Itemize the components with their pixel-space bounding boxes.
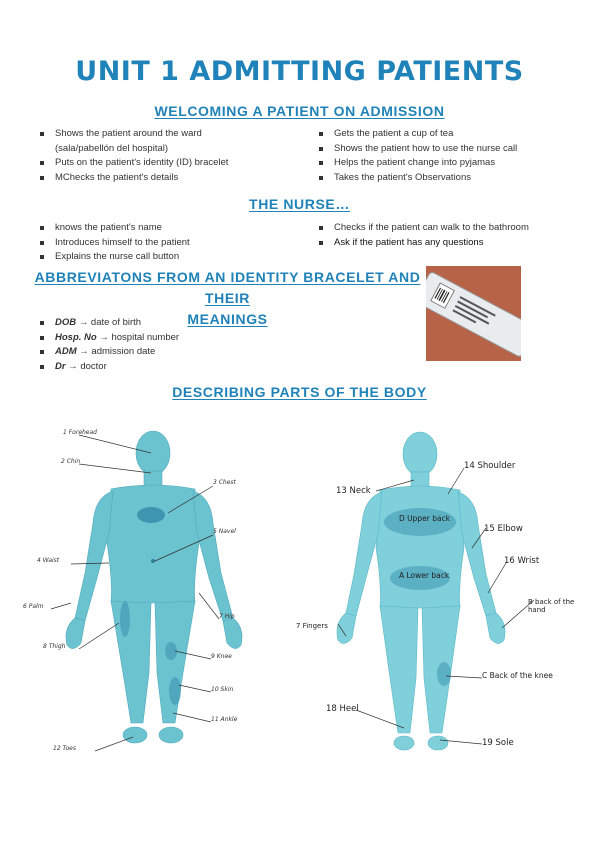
page-title: UNIT 1 ADMITTING PATIENTS bbox=[75, 56, 524, 87]
label-sole: 19 Sole bbox=[482, 738, 514, 748]
abbreviation-item: Hosp. No → hospital number bbox=[37, 331, 287, 346]
body-heading: DESCRIBING PARTS OF THE BODY bbox=[172, 384, 427, 400]
list-item: Helps the patient change into pyjamas bbox=[316, 156, 586, 171]
list-item: MChecks the patient's details bbox=[37, 171, 297, 186]
welcoming-right-list bbox=[316, 127, 586, 185]
abbreviation-item: Dr → doctor bbox=[37, 360, 287, 375]
label-thigh: 8 Thigh bbox=[43, 643, 66, 650]
label-toes: 12 Toes bbox=[53, 745, 76, 752]
label-palm: 6 Palm bbox=[23, 603, 44, 610]
id-bracelet-photo bbox=[426, 266, 521, 361]
label-back-of-knee: C Back of the knee bbox=[482, 671, 553, 680]
label-waist: 4 Waist bbox=[37, 557, 60, 564]
label-lower-back: A Lower back bbox=[399, 571, 450, 580]
list-item: Checks if the patient can walk to the bathroom bbox=[316, 221, 591, 236]
list-item: Explains the nurse call button bbox=[37, 250, 297, 265]
list-item: Shows the patient how to use the nurse call bbox=[316, 142, 586, 157]
abbreviations-heading-line1: ABBREVIATONS FROM AN IDENTITY BRACELET AND THEIR bbox=[34, 269, 421, 306]
label-neck: 13 Neck bbox=[336, 486, 371, 496]
abbreviation-item: DOB → date of birth bbox=[37, 316, 287, 331]
abbreviations-list bbox=[37, 316, 287, 374]
list-item: Ask if the patient has any questions bbox=[316, 236, 591, 251]
label-navel: 5 Navel bbox=[213, 528, 236, 535]
label-heel: 18 Heel bbox=[326, 704, 359, 714]
front-body-diagram bbox=[23, 423, 293, 758]
list-item: (sala/pabellón del hospital) bbox=[55, 142, 169, 154]
welcoming-left-list bbox=[37, 127, 297, 185]
list-item: Shows the patient around the ward bbox=[37, 127, 297, 142]
label-chin: 2 Chin bbox=[61, 458, 81, 465]
label-shoulder: 14 Shoulder bbox=[464, 461, 516, 471]
label-back-of-hand: B back of the hand bbox=[528, 598, 575, 614]
nurse-left-list bbox=[37, 221, 297, 265]
label-forehead: 1 Forehead bbox=[63, 429, 97, 436]
abbreviation-item: ADM → admission date bbox=[37, 345, 287, 360]
label-fingers: 7 Fingers bbox=[296, 622, 328, 630]
back-body-diagram bbox=[296, 428, 582, 758]
label-wrist: 16 Wrist bbox=[504, 556, 540, 566]
label-elbow: 15 Elbow bbox=[484, 524, 523, 534]
list-item: Introduces himself to the patient bbox=[37, 236, 297, 251]
list-item: Gets the patient a cup of tea bbox=[316, 127, 586, 142]
list-item: Takes the patient's Observations bbox=[316, 171, 586, 186]
abbreviations-heading-line2: MEANINGS bbox=[187, 311, 268, 327]
label-knee: 9 Knee bbox=[211, 653, 232, 660]
label-chest: 3 Chest bbox=[213, 479, 236, 486]
label-hip: 7 Hip bbox=[219, 613, 235, 620]
label-skin: 10 Skin bbox=[211, 686, 234, 693]
nurse-heading: THE NURSE… bbox=[249, 196, 350, 212]
label-upper-back: D Upper back bbox=[399, 514, 451, 523]
label-ankle: 11 Ankle bbox=[211, 716, 238, 723]
nurse-right-list bbox=[316, 221, 591, 250]
welcoming-heading: WELCOMING A PATIENT ON ADMISSION bbox=[154, 103, 445, 119]
list-item: knows the patient's name bbox=[37, 221, 297, 236]
list-item: Puts on the patient's identity (ID) bracelet bbox=[37, 156, 297, 171]
